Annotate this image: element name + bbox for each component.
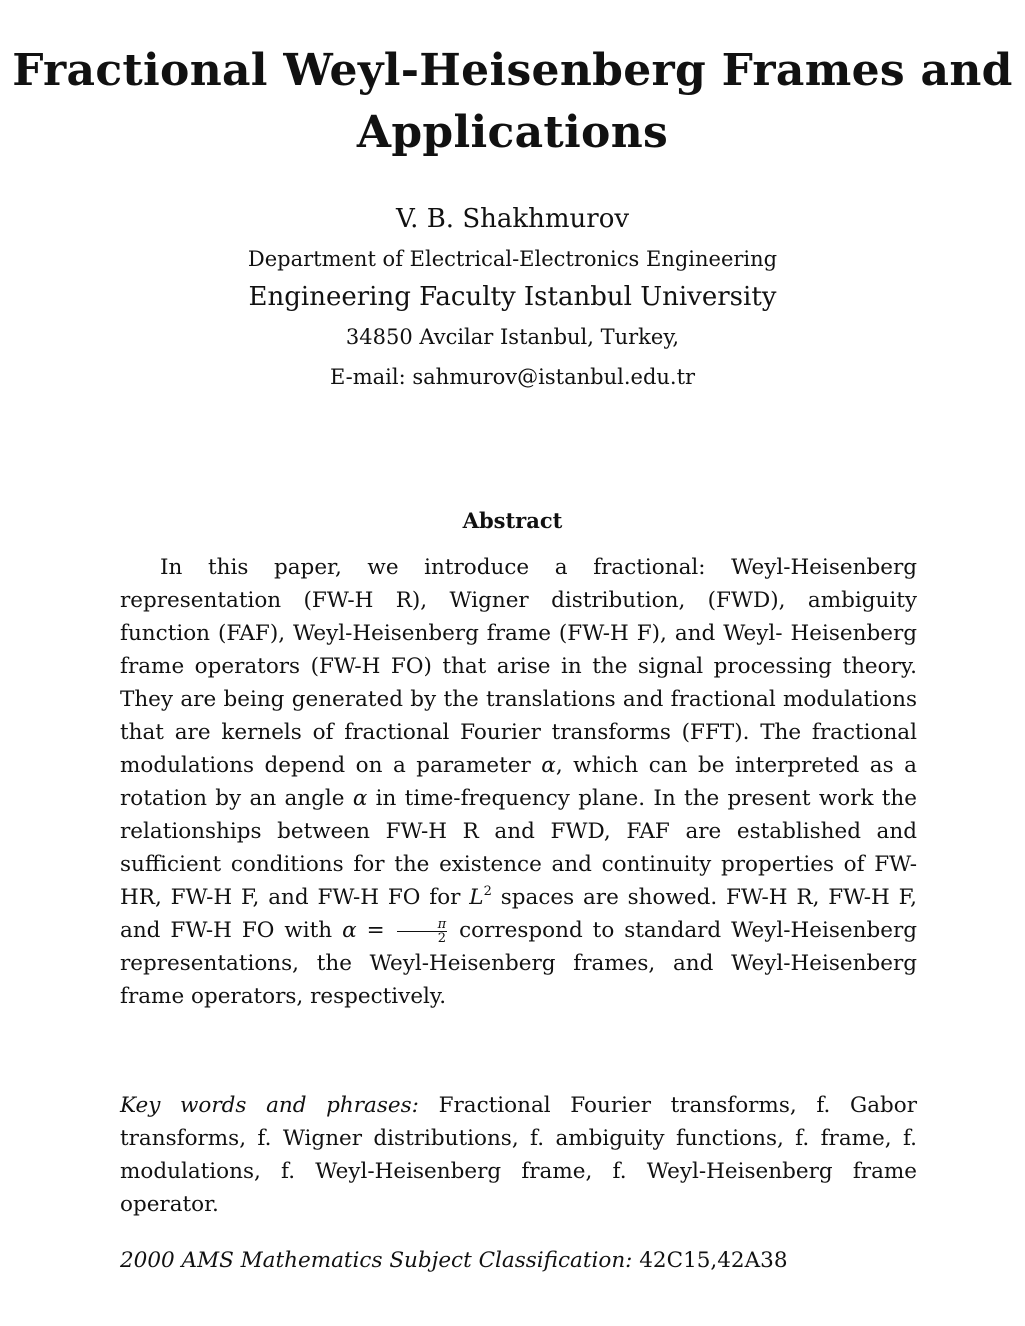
l-space-exponent: 2 xyxy=(483,884,492,899)
keywords-paragraph xyxy=(120,1089,917,1221)
fraction-denominator: 2 xyxy=(437,930,446,946)
affiliation-faculty: Engineering Faculty Istanbul University xyxy=(248,282,777,312)
abstract-text-4: spaces are showed. FW-H R, FW-H F, and FW-H FO with xyxy=(120,885,917,943)
ams-codes: 42C15,42A38 xyxy=(632,1248,788,1273)
affiliation-department: Department of Electrical-Electronics Engineering xyxy=(247,247,778,271)
alpha-symbol: α xyxy=(352,786,368,811)
affiliation-email: E-mail: sahmurov@istanbul.edu.tr xyxy=(329,365,696,389)
pi-over-two-fraction xyxy=(397,918,448,945)
abstract-text-2: , which can be interpreted as a rotation by an angle xyxy=(120,753,917,811)
ams-label: 2000 AMS Mathematics Subject Classification: xyxy=(120,1248,633,1273)
title-line-1: Fractional Weyl-Heisenberg Frames and xyxy=(12,45,1013,96)
alpha-symbol: α xyxy=(541,753,556,778)
l-space-symbol: L xyxy=(469,885,484,910)
ams-classification xyxy=(120,1244,917,1277)
keywords-label: Key words and phrases: xyxy=(120,1093,419,1118)
abstract-text-3: in time-frequency plane. In the present work the relationships between FW-H R and FWD, FAF are established and sufficient conditions for the existence and continuity properties of FW-HR, FW-H F, and FW-H FO for xyxy=(120,786,917,910)
title-line-2: Applications xyxy=(356,107,669,158)
abstract-body xyxy=(120,551,917,1013)
abstract-text-1: In this paper, we introduce a fractional: Weyl-Heisenberg representation (FW-H R), Wigner distribution, (FWD), ambiguity function (FAF), Weyl-Heisenberg frame (FW-H F), and Weyl- Heisenberg frame operators (FW-H FO) that arise in the signal processing theory. They are being generated by the translations and fractional modulations that are kernels of fractional Fourier transforms (FFT). The fractional modulations depend on a parameter xyxy=(120,555,917,778)
alpha-symbol: α xyxy=(342,918,357,943)
abstract-text-5: correspond to standard Weyl-Heisenberg representations, the Weyl-Heisenberg frames, and Weyl-Heisenberg frame operators, respectively. xyxy=(120,918,917,1009)
paper-title xyxy=(0,40,1025,164)
author-name: V. B. Shakhmurov xyxy=(395,204,630,234)
affiliation-address: 34850 Avcilar Istanbul, Turkey, xyxy=(345,325,680,349)
equals-sign: = xyxy=(356,918,395,943)
keywords-text: Fractional Fourier transforms, f. Gabor transforms, f. Wigner distributions, f. ambiguity functions, f. frame, f. modulations, f. Weyl-Heisenberg frame, f. Weyl-Heisenberg frame operator. xyxy=(120,1093,918,1217)
fraction-numerator: π xyxy=(397,918,448,932)
abstract-heading: Abstract xyxy=(462,508,563,533)
